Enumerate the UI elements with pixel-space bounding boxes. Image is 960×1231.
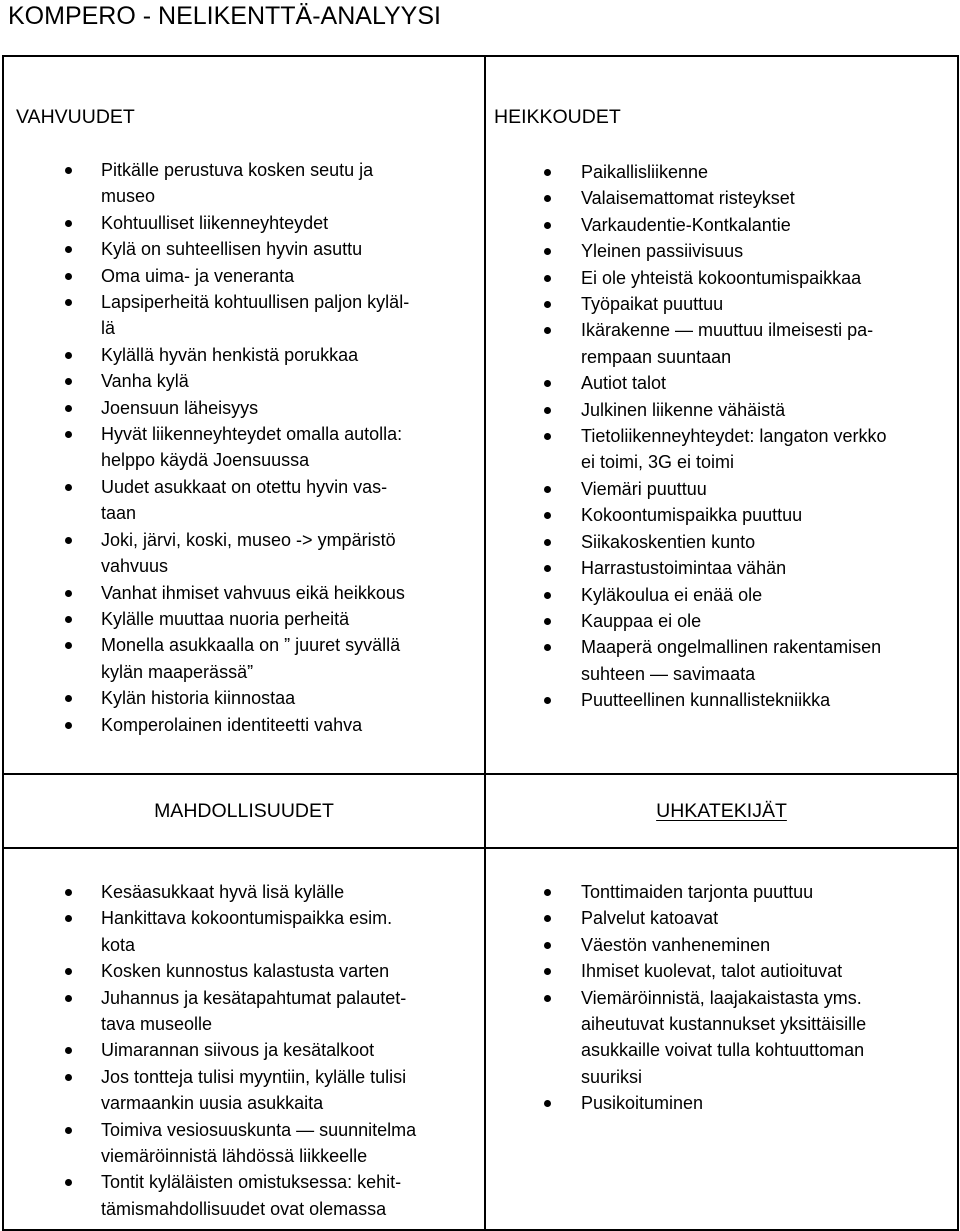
list-item-text: Paikallisliikenne — [581, 162, 709, 182]
list-item-text: viemäröinnistä lähdössä liikkeelle — [101, 1146, 368, 1167]
list-item — [4, 1037, 484, 1063]
list-item-text: Komperolainen identiteetti vahva — [101, 714, 363, 735]
weaknesses-list — [486, 159, 957, 714]
list-item-text: Tonttimaiden tarjonta puuttuu — [581, 882, 814, 902]
list-item-text: kylän maaperässä” — [101, 661, 254, 682]
list-item — [4, 342, 484, 368]
list-item — [486, 159, 957, 185]
list-item-text: Pitkälle perustuva kosken seutu ja — [101, 160, 374, 180]
list-item-text: Ei ole yhteistä kokoontumispaikkaa — [581, 267, 862, 288]
list-item — [486, 932, 957, 958]
threats-cell — [485, 848, 958, 1230]
list-item-text: Hyvät liikenneyhteydet omalla autolla: — [101, 424, 403, 445]
list-item — [486, 370, 957, 396]
list-item-text: museo — [101, 186, 156, 207]
list-item — [4, 712, 484, 738]
list-item-text: kota — [101, 934, 136, 955]
list-item-text: Kylä on suhteellisen hyvin asuttu — [101, 239, 363, 260]
list-item-text: Tietoliikenneyhteydet: langaton verkko — [581, 426, 887, 447]
list-item-text: Julkinen liikenne vähäistä — [581, 399, 786, 420]
list-item — [4, 606, 484, 632]
list-item — [486, 397, 957, 423]
list-item — [486, 905, 957, 931]
opportunities-list — [4, 879, 484, 1222]
list-item — [4, 1169, 484, 1222]
list-item — [486, 317, 957, 370]
list-item — [486, 238, 957, 264]
list-item — [486, 1090, 957, 1116]
strengths-cell — [3, 56, 485, 774]
list-item-text: Kohtuulliset liikenneyhteydet — [101, 212, 329, 233]
list-item-text: Kesäasukkaat hyvä lisä kylälle — [101, 882, 345, 902]
list-item-text: Pusikoituminen — [581, 1093, 704, 1114]
list-item-text: Väestön vanheneminen — [581, 934, 771, 955]
list-item — [4, 985, 484, 1038]
list-item-text: Kylällä hyvän henkistä porukkaa — [101, 344, 359, 365]
strengths-list — [4, 157, 484, 738]
list-item-text: Toimiva vesiosuuskunta — suunnitelma — [101, 1119, 417, 1140]
list-item — [4, 1117, 484, 1170]
list-item — [4, 395, 484, 421]
threats-heading-cell — [485, 774, 958, 848]
list-item — [4, 632, 484, 685]
list-item-text: lä — [101, 318, 116, 339]
list-item-text: Harrastustoimintaa vähän — [581, 558, 787, 579]
strengths-heading: VAHVUUDET — [16, 106, 135, 128]
list-item — [4, 263, 484, 289]
list-item-text: suhteen — savimaata — [581, 663, 756, 684]
list-item-text: Autiot talot — [581, 373, 667, 394]
list-item-text: Tontit kyläläisten omistuksessa: kehit- — [101, 1172, 402, 1193]
list-item — [486, 687, 957, 713]
list-item-text: helppo käydä Joensuussa — [101, 450, 310, 471]
list-item — [486, 985, 957, 1091]
list-item-text: taan — [101, 503, 137, 524]
list-item-text: Hankittava kokoontumispaikka esim. — [101, 908, 393, 929]
threats-heading: UHKATEKIJÄT — [656, 800, 787, 822]
list-item — [486, 291, 957, 317]
opportunities-cell — [3, 848, 485, 1230]
list-item — [486, 502, 957, 528]
list-item — [486, 608, 957, 634]
threats-section — [486, 879, 957, 1117]
list-item-text: Kauppaa ei ole — [581, 610, 702, 631]
list-item-text: Viemäri puuttuu — [581, 478, 707, 499]
list-item — [486, 529, 957, 555]
list-item-text: ei toimi, 3G ei toimi — [581, 452, 735, 473]
opportunities-heading: MAHDOLLISUUDET — [154, 800, 334, 822]
list-item — [486, 212, 957, 238]
list-item — [4, 905, 484, 958]
list-item-text: Oma uima- ja veneranta — [101, 265, 295, 286]
list-item — [486, 265, 957, 291]
swot-table — [2, 55, 959, 1231]
opportunities-heading-cell — [3, 774, 485, 848]
list-item — [4, 368, 484, 394]
list-item-text: Kylälle muuttaa nuoria perheitä — [101, 608, 350, 629]
list-item-text: Siikakoskentien kunto — [581, 531, 756, 552]
strengths-section — [4, 57, 484, 738]
page-title: KOMPERO - NELIKENTTÄ-ANALYYSI — [8, 2, 441, 30]
list-item — [4, 879, 484, 905]
list-item — [4, 527, 484, 580]
list-item — [486, 423, 957, 476]
weaknesses-heading: HEIKKOUDET — [494, 106, 621, 128]
list-item — [4, 580, 484, 606]
list-item — [486, 958, 957, 984]
list-item-text: Työpaikat puuttuu — [581, 294, 724, 315]
list-item-text: aiheutuvat kustannukset yksittäisille — [581, 1014, 867, 1035]
list-item — [4, 421, 484, 474]
list-item-text: Joki, järvi, koski, museo -> ympäristö — [101, 529, 396, 550]
list-item — [4, 1064, 484, 1117]
list-item — [486, 634, 957, 687]
list-item-text: Vanhat ihmiset vahvuus eikä heikkous — [101, 582, 405, 603]
swot-top-row — [3, 56, 958, 774]
list-item — [486, 185, 957, 211]
list-item-text: Ihmiset kuolevat, talot autioituvat — [581, 961, 843, 982]
list-item — [4, 236, 484, 262]
list-item — [4, 210, 484, 236]
list-item — [486, 555, 957, 581]
list-item — [486, 879, 957, 905]
list-item-text: rempaan suuntaan — [581, 346, 732, 367]
list-item-text: Puutteellinen kunnallistekniikka — [581, 690, 831, 711]
list-item-text: Valaisemattomat risteykset — [581, 188, 795, 209]
list-item — [4, 289, 484, 342]
list-item-text: Vanha kylä — [101, 371, 189, 392]
list-item-text: Varkaudentie-Kontkalantie — [581, 214, 791, 235]
list-item-text: Uudet asukkaat on otettu hyvin vas- — [101, 476, 388, 497]
list-item-text: Yleinen passiivisuus — [581, 241, 744, 262]
list-item — [4, 157, 484, 210]
list-item — [4, 474, 484, 527]
weaknesses-section — [486, 57, 957, 714]
list-item-text: Kyläkoulua ei enää ole — [581, 584, 763, 605]
list-item-text: Maaperä ongelmallinen rakentamisen — [581, 637, 882, 658]
weaknesses-cell — [485, 56, 958, 774]
list-item-text: Kokoontumispaikka puuttuu — [581, 505, 803, 526]
list-item-text: Monella asukkaalla on ” juuret syvällä — [101, 635, 401, 656]
list-item-text: Joensuun läheisyys — [101, 397, 259, 418]
list-item-text: tämismahdollisuudet ovat olemassa — [101, 1198, 387, 1219]
opportunities-section — [4, 879, 484, 1222]
list-item-text: Lapsiperheitä kohtuullisen paljon kyläl- — [101, 292, 410, 313]
list-item-text: varmaankin uusia asukkaita — [101, 1093, 324, 1114]
swot-bottom-row — [3, 848, 958, 1230]
list-item-text: Kosken kunnostus kalastusta varten — [101, 961, 390, 982]
list-item-text: vahvuus — [101, 556, 169, 577]
list-item — [4, 685, 484, 711]
list-item-text: Jos tontteja tulisi myyntiin, kylälle tulisi — [101, 1066, 407, 1087]
list-item-text: suuriksi — [581, 1066, 643, 1087]
list-item-text: Viemäröinnistä, laajakaistasta yms. — [581, 987, 862, 1008]
list-item-text: Uimarannan siivous ja kesätalkoot — [101, 1040, 375, 1061]
list-item-text: Kylän historia kiinnostaa — [101, 688, 296, 709]
swot-mid-row — [3, 774, 958, 848]
list-item — [486, 582, 957, 608]
list-item-text: tava museolle — [101, 1014, 213, 1035]
list-item-text: Ikärakenne — muuttuu ilmeisesti pa- — [581, 320, 874, 341]
list-item-text: asukkaille voivat tulla kohtuuttoman — [581, 1040, 865, 1061]
list-item — [486, 476, 957, 502]
list-item-text: Palvelut katoavat — [581, 908, 719, 929]
threats-list — [486, 879, 957, 1117]
list-item-text: Juhannus ja kesätapahtumat palautet- — [101, 987, 407, 1008]
list-item — [4, 958, 484, 984]
